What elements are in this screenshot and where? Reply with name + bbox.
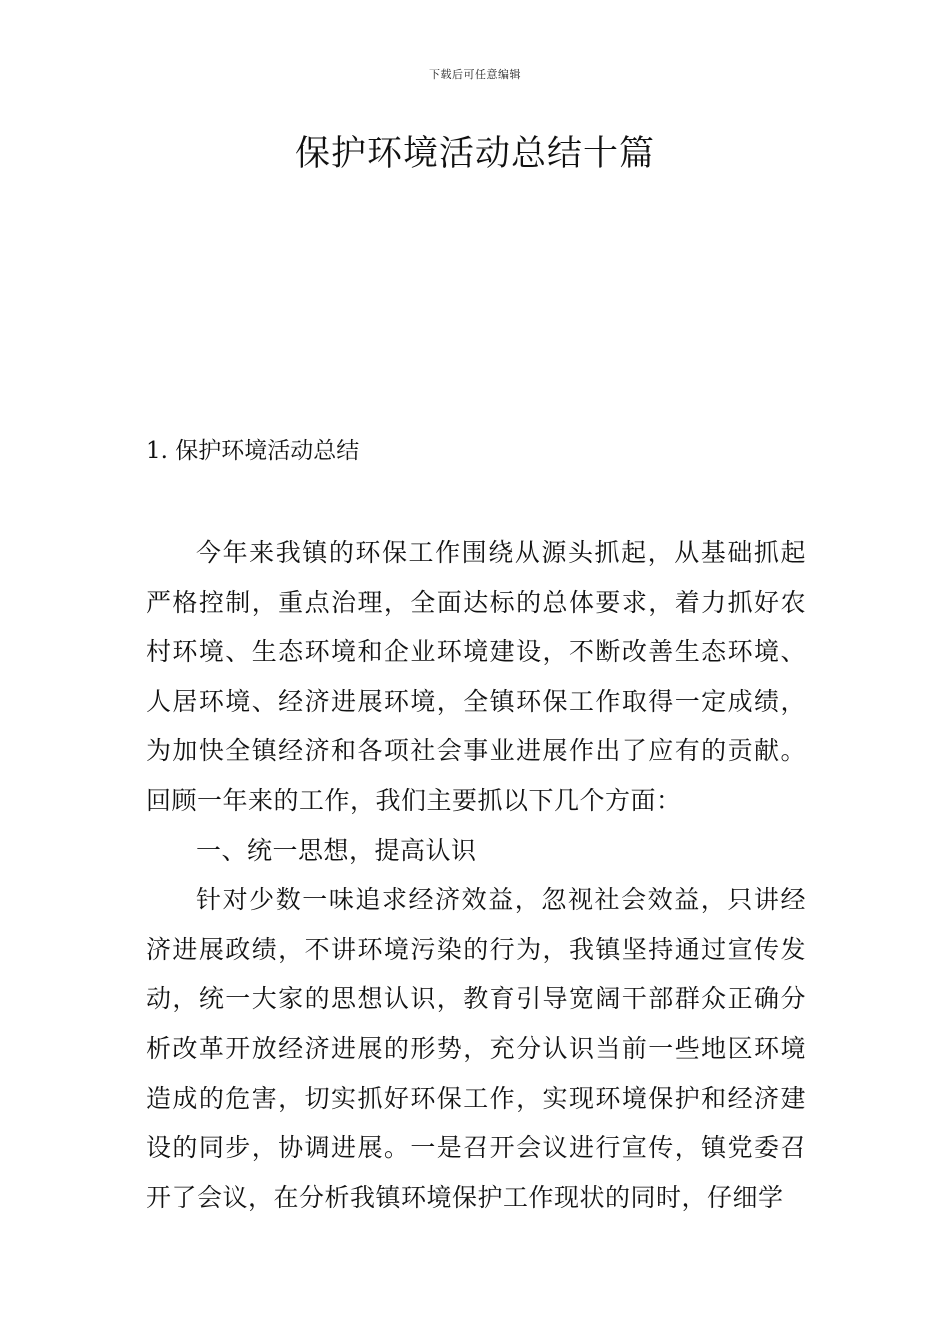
document-title: 保护环境活动总结十篇 xyxy=(294,134,655,174)
header-note: 下载后可任意编辑 xyxy=(429,68,521,81)
paragraph-body: 针对少数一味追求经济效益，忽视社会效益，只讲经济进展政绩，不讲环境污染的行为，我镇坚持通过宣传发动，统一大家的思想认识，教育引导宽阔干部群众正确分析改革开放经济进展的形势，充分认识当前一些地区环境造成的危害，切实抓好环保工作，实现环境保护和经济建设的同步，协调进展。一是召开会议进行宣传，镇党委召开了会议，在分析我镇环境保护工作现状的同时，仔细学 xyxy=(146,885,806,1212)
body-text xyxy=(146,528,806,1222)
paragraph-subheading: 一、统一思想，提高认识 xyxy=(196,835,477,865)
section-heading: 1. 保护环境活动总结 xyxy=(146,438,360,464)
paragraph-intro: 今年来我镇的环保工作围绕从源头抓起，从基础抓起严格控制，重点治理，全面达标的总体要求，着力抓好农村环境、生态环境和企业环境建设，不断改善生态环境、人居环境、经济进展环境，全镇环保工作取得一定成绩，为加快全镇经济和各项社会事业进展作出了应有的贡献。回顾一年来的工作，我们主要抓以下几个方面： xyxy=(146,538,806,815)
